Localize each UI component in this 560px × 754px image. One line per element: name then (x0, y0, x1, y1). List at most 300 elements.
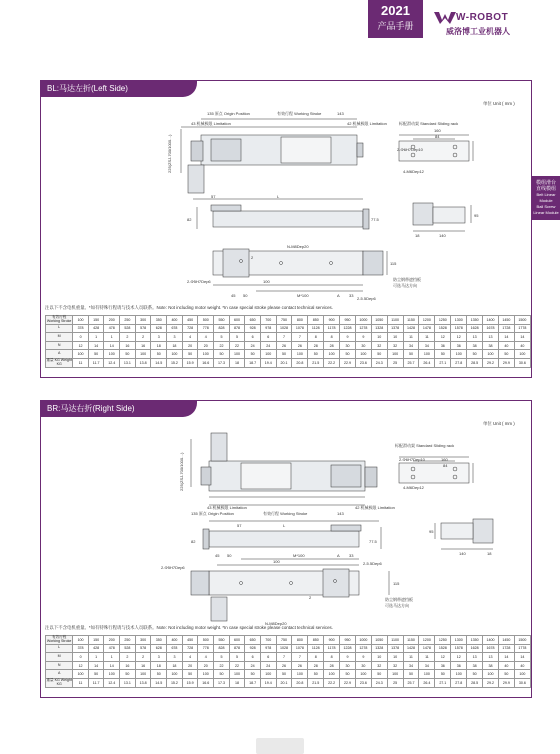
table-cell: 778 (198, 644, 214, 653)
technical-drawing (41, 101, 531, 313)
table-cell: 22.2 (324, 678, 340, 687)
table-cell: 15.2 (167, 358, 183, 367)
table-cell: 350 (151, 636, 167, 645)
row-header: A (46, 670, 73, 679)
table-cell: 1028 (276, 644, 292, 653)
table-cell: 21.5 (308, 678, 324, 687)
table-cell: 100 (451, 350, 467, 359)
table-cell: 1228 (340, 324, 356, 333)
table-cell: 34 (403, 341, 419, 350)
dim-82: 82 (191, 539, 196, 544)
table-cell: 36 (451, 341, 467, 350)
table-cell: 750 (276, 636, 292, 645)
table-cell: 650 (245, 636, 261, 645)
table-cell: 600 (229, 316, 244, 325)
table-cell: 27.1 (435, 678, 451, 687)
table-cell: 7 (292, 333, 308, 342)
table-row (46, 324, 531, 333)
table-cell: 478 (104, 644, 120, 653)
hole-spec-2: 4-M6Dep12 (403, 485, 424, 490)
table-cell: 5 (214, 653, 230, 662)
manual-label: 产品手册 (377, 21, 414, 31)
table-cell: 28.5 (467, 678, 483, 687)
table-row (46, 636, 531, 645)
dim-160: 160 (441, 457, 448, 462)
slot-spec: 2-5.5Dep6 (357, 296, 376, 301)
table-cell: 20 (182, 341, 198, 350)
table-cell: 20.8 (292, 678, 308, 687)
table-cell: 29.9 (498, 358, 514, 367)
table-cell: 628 (151, 324, 167, 333)
table-cell: 17.3 (214, 678, 230, 687)
table-cell: 26 (292, 661, 308, 670)
table-cell: 50 (340, 670, 356, 679)
table-cell: 50 (245, 670, 261, 679)
table-cell: 1378 (387, 644, 403, 653)
table-cell: 6 (260, 333, 276, 342)
dim-160: 160 (434, 128, 441, 133)
table-cell: 900 (324, 316, 340, 325)
table-row (46, 653, 531, 662)
table-cell: 1778 (514, 644, 530, 653)
table-cell: 30.6 (514, 678, 530, 687)
table-cell: 1150 (403, 316, 419, 325)
table-cell: 1350 (467, 636, 483, 645)
table-cell: 50 (245, 350, 261, 359)
table-cell: 100 (260, 350, 276, 359)
table-cell: 12 (451, 653, 467, 662)
table-cell: 5 (214, 333, 230, 342)
table-cell: 1000 (355, 316, 371, 325)
table-cell: 100 (324, 670, 340, 679)
table-cell: 18 (151, 341, 167, 350)
table-cell: 1678 (483, 324, 499, 333)
table-cell: 578 (135, 324, 151, 333)
table-cell: 428 (88, 324, 104, 333)
table-cell: 24.3 (371, 358, 387, 367)
table-cell: 928 (245, 324, 261, 333)
table-cell: 9 (355, 333, 371, 342)
dim-2: 2 (309, 595, 312, 600)
table-cell: 1278 (355, 644, 371, 653)
table-cell: 24 (245, 661, 261, 670)
table-cell: 26 (276, 661, 292, 670)
table-cell: 600 (229, 636, 244, 645)
table-cell: 16 (135, 341, 151, 350)
table-cell: 550 (214, 636, 230, 645)
dim-100: 100 (273, 559, 280, 564)
table-cell: 778 (198, 324, 214, 333)
table-cell: 1228 (340, 644, 356, 653)
table-cell: 828 (214, 644, 230, 653)
dim-L: L (277, 194, 280, 199)
table-cell: 26.4 (419, 358, 435, 367)
table-cell: 24 (260, 341, 276, 350)
dim-50: 50 (227, 553, 232, 558)
table-row (46, 333, 531, 342)
slot-spec: 2-5.5Dep6 (363, 561, 382, 566)
table-cell: 13.8 (135, 678, 151, 687)
table-cell: 50 (435, 670, 451, 679)
table-cell: 11.7 (88, 678, 104, 687)
table-cell: 28 (324, 661, 340, 670)
table-cell: 10 (371, 653, 387, 662)
table-cell: 0 (73, 333, 88, 342)
table-cell: 21.5 (308, 358, 324, 367)
table-cell: 29.9 (498, 678, 514, 687)
table-cell: 450 (182, 636, 198, 645)
table-cell: 1 (88, 333, 104, 342)
table-cell: 27.1 (435, 358, 451, 367)
table-cell: 4 (182, 653, 198, 662)
table-cell: 3 (167, 333, 183, 342)
table-cell: 4 (182, 333, 198, 342)
table-cell: 1150 (403, 636, 419, 645)
table-cell: 20.8 (292, 358, 308, 367)
table-cell: 25 (387, 358, 403, 367)
table-cell: 1400 (483, 316, 499, 325)
table-cell: 34 (419, 341, 435, 350)
table-cell: 32 (371, 341, 387, 350)
table-cell: 18 (229, 358, 244, 367)
table-cell: 1078 (292, 644, 308, 653)
table-cell: 23.6 (355, 678, 371, 687)
table-cell: 14 (498, 333, 514, 342)
table-cell: 14 (498, 653, 514, 662)
dim-95: 95 (429, 529, 434, 534)
unit-label: 单位 Unit ( mm ) (483, 101, 515, 106)
table-cell: 38 (483, 341, 499, 350)
table-cell: 16 (120, 341, 136, 350)
table-cell: 628 (151, 644, 167, 653)
table-cell: 100 (167, 670, 183, 679)
table-cell: 1628 (467, 324, 483, 333)
table-cell: 5 (229, 653, 244, 662)
table-cell: 14 (104, 341, 120, 350)
table-cell: 150 (88, 636, 104, 645)
table-cell: 3 (151, 653, 167, 662)
table-cell: 50 (182, 350, 198, 359)
table-cell: 1628 (467, 644, 483, 653)
table-cell: 1300 (451, 636, 467, 645)
table-cell: 100 (419, 670, 435, 679)
table-cell: 528 (120, 644, 136, 653)
table-cell: 100 (260, 670, 276, 679)
height-note: 225(ZSJ-700/1000…) (167, 134, 172, 173)
row-header: N (46, 661, 73, 670)
table-cell: 30.6 (514, 358, 530, 367)
row-header: L (46, 324, 73, 333)
table-cell: 3 (151, 333, 167, 342)
hole-spec-1: 2-Φ6H7Dep10 (397, 147, 423, 152)
table-cell: 828 (214, 324, 230, 333)
table-cell: 1728 (498, 324, 514, 333)
table-cell: 13 (483, 653, 499, 662)
year-label: 2021 (381, 3, 410, 18)
table-cell: 14 (88, 341, 104, 350)
table-cell: 50 (498, 670, 514, 679)
table-row (46, 341, 531, 350)
table-cell: 18 (151, 661, 167, 670)
table-cell: 1300 (451, 316, 467, 325)
dim-77-5: 77.5 (369, 539, 377, 544)
dim-stroke: 有效行程 Working Stroke (277, 111, 322, 116)
table-cell: 24 (245, 341, 261, 350)
table-row (46, 661, 531, 670)
table-cell: 23.6 (355, 358, 371, 367)
table-cell: 478 (104, 324, 120, 333)
table-cell: 1450 (498, 636, 514, 645)
pin-spec: 2-Φ5H7Dep6 (161, 565, 185, 570)
row-header: A (46, 350, 73, 359)
footnote: 注以下不含电机重量。*如有特殊行程请与技术人员联系。Note: Not including motor weight. *In case special stroke please contact technical services. (45, 625, 333, 630)
table-cell: 1578 (451, 644, 467, 653)
table-cell: 800 (292, 636, 308, 645)
table-cell: 1328 (371, 644, 387, 653)
table-cell: 20 (182, 661, 198, 670)
table-cell: 12 (435, 653, 451, 662)
table-cell: 11 (403, 333, 419, 342)
table-cell: 1250 (435, 316, 451, 325)
table-cell: 50 (403, 350, 419, 359)
table-cell: 100 (198, 670, 214, 679)
side-category-tab (532, 176, 560, 220)
table-cell: 10 (371, 333, 387, 342)
table-cell: 36 (435, 341, 451, 350)
dim-140: 140 (459, 551, 466, 556)
table-cell: 100 (514, 670, 530, 679)
table-cell: 7 (276, 653, 292, 662)
table-cell: 50 (498, 350, 514, 359)
cover-note: 防尘钢带遮挡板 (385, 597, 413, 602)
row-header: 重量 KG Weight KG (46, 357, 72, 366)
table-cell: 50 (120, 670, 136, 679)
table-cell: 1000 (355, 636, 371, 645)
table-cell: 17.3 (214, 358, 230, 367)
table-cell: 2 (120, 653, 136, 662)
dim-33: 33 (349, 293, 354, 298)
table-cell: 14 (514, 653, 530, 662)
table-cell: 50 (371, 350, 387, 359)
row-header: N (46, 341, 73, 350)
table-cell: 12.4 (104, 678, 120, 687)
table-cell: 100 (104, 670, 120, 679)
table-cell: 2 (120, 333, 136, 342)
table-cell: 22 (229, 661, 244, 670)
table-cell: 50 (371, 670, 387, 679)
table-cell: 16 (120, 661, 136, 670)
table-cell: 100 (167, 350, 183, 359)
table-cell: 50 (120, 350, 136, 359)
table-cell: 500 (198, 316, 214, 325)
table-cell: 100 (135, 670, 151, 679)
table-cell: 300 (135, 636, 151, 645)
table-cell: 11 (73, 358, 88, 367)
table-cell: 20.1 (276, 358, 292, 367)
table-cell: 1500 (514, 636, 530, 645)
table-cell: 25 (387, 678, 403, 687)
table-cell: 13.1 (120, 678, 136, 687)
table-cell: 50 (88, 350, 104, 359)
table-cell: 30 (355, 661, 371, 670)
table-cell: 20 (198, 661, 214, 670)
dim-143: 143 (337, 511, 344, 516)
table-cell: 40 (514, 661, 530, 670)
table-cell: 200 (104, 316, 120, 325)
table-cell: 26 (292, 341, 308, 350)
table-cell: 50 (308, 670, 324, 679)
table-cell: 400 (167, 636, 183, 645)
table-cell: 100 (451, 670, 467, 679)
table-cell: 34 (419, 661, 435, 670)
table-cell: 50 (214, 350, 230, 359)
row-header: M (46, 653, 73, 662)
section-title: BR:马达右折(Right Side) (41, 401, 197, 417)
table-cell: 15.9 (182, 678, 198, 687)
table-cell: 50 (467, 670, 483, 679)
table-cell: 250 (120, 316, 136, 325)
cover-note: 防尘钢带遮挡板 (393, 277, 421, 282)
table-cell: 27.8 (451, 678, 467, 687)
table-cell: 1400 (483, 636, 499, 645)
table-cell: 100 (324, 350, 340, 359)
table-cell: 12.4 (104, 358, 120, 367)
table-cell: 12 (73, 661, 88, 670)
table-row (46, 670, 531, 679)
table-cell: 8 (324, 653, 340, 662)
table-cell: 14.5 (151, 678, 167, 687)
table-cell: 550 (214, 316, 230, 325)
thread-spec: N-M8Dep20 (265, 621, 287, 626)
table-cell: 300 (135, 316, 151, 325)
table-cell: 28.5 (467, 358, 483, 367)
dim-stroke: 有效行程 Working Stroke (263, 511, 308, 516)
table-cell: 38 (467, 341, 483, 350)
table-cell: 50 (467, 350, 483, 359)
table-cell: 1578 (451, 324, 467, 333)
dim-50: 50 (243, 293, 248, 298)
table-cell: 20.1 (276, 678, 292, 687)
table-cell: 878 (229, 324, 244, 333)
table-cell: 29.2 (483, 678, 499, 687)
table-cell: 100 (198, 350, 214, 359)
table-cell: 1678 (483, 644, 499, 653)
table-cell: 528 (120, 324, 136, 333)
table-cell: 19.4 (260, 678, 276, 687)
table-cell: 50 (182, 670, 198, 679)
table-cell: 9 (355, 653, 371, 662)
table-cell: 200 (104, 636, 120, 645)
table-cell: 4 (198, 653, 214, 662)
table-cell: 30 (340, 661, 356, 670)
table-cell: 40 (498, 341, 514, 350)
table-cell: 15.2 (167, 678, 183, 687)
table-cell: 7 (276, 333, 292, 342)
table-cell: 10 (387, 653, 403, 662)
table-cell: 1050 (371, 316, 387, 325)
side-tab-line: 直线模组 (535, 186, 556, 192)
company-name: 威洛博工业机器人 (446, 27, 510, 36)
table-cell: 150 (88, 316, 104, 325)
table-cell: 100 (387, 670, 403, 679)
table-cell: 1178 (324, 644, 340, 653)
unit-label: 单位 Unit ( mm ) (483, 421, 515, 426)
table-cell: 978 (260, 324, 276, 333)
table-cell: 1100 (387, 636, 403, 645)
motor-note: 可选马达方向 (393, 283, 417, 288)
table-cell: 30 (340, 341, 356, 350)
table-cell: 1200 (419, 316, 435, 325)
table-cell: 928 (245, 644, 261, 653)
dim-2: 2 (251, 255, 254, 260)
table-cell: 9 (340, 333, 356, 342)
table-cell: 6 (245, 653, 261, 662)
dim-115: 115 (390, 261, 397, 266)
dim-limit-left: 43 机械极限 Limitation (207, 505, 247, 510)
brand-name: W-ROBOT (456, 12, 509, 23)
rack-label: 标配滑动架 Standard Sliding rack (395, 443, 455, 448)
table-cell: 7 (292, 653, 308, 662)
logo-mark-icon (434, 12, 456, 24)
table-cell: 11 (419, 653, 435, 662)
table-row (46, 316, 531, 325)
table-cell: 100 (73, 670, 88, 679)
table-cell: 26.4 (419, 678, 435, 687)
table-cell: 950 (340, 636, 356, 645)
dim-45: 45 (231, 293, 236, 298)
table-cell: 5 (229, 333, 244, 342)
table-cell: 4 (198, 333, 214, 342)
table-cell: 24.3 (371, 678, 387, 687)
dim-84: 84 (435, 134, 440, 139)
thread-spec: N-M8Dep20 (287, 244, 309, 249)
table-cell: 16.6 (198, 358, 214, 367)
table-cell: 38 (467, 661, 483, 670)
dim-82: 82 (187, 217, 192, 222)
table-cell: 8 (308, 653, 324, 662)
table-cell: 1428 (403, 324, 419, 333)
table-cell: 28 (324, 341, 340, 350)
table-cell: 40 (498, 661, 514, 670)
table-cell: 1 (104, 653, 120, 662)
table-row (46, 644, 531, 653)
table-cell: 700 (260, 636, 276, 645)
page-number-tab (256, 738, 304, 754)
table-cell: 50 (308, 350, 324, 359)
hole-spec-1: 2-Φ6H7Dep10 (399, 457, 425, 462)
table-cell: 850 (308, 316, 324, 325)
table-cell: 32 (387, 341, 403, 350)
table-cell: 50 (276, 350, 292, 359)
table-cell: 6 (260, 653, 276, 662)
table-cell: 50 (340, 350, 356, 359)
dim-limit-right: 42 机械极限 Limitation (347, 121, 387, 126)
table-cell: 11 (419, 333, 435, 342)
table-cell: 18 (167, 661, 183, 670)
table-cell: 50 (214, 670, 230, 679)
table-cell: 450 (182, 316, 198, 325)
table-cell: 1078 (292, 324, 308, 333)
table-cell: 728 (182, 324, 198, 333)
table-cell: 19.4 (260, 358, 276, 367)
hole-spec-2: 4-M6Dep12 (403, 169, 424, 174)
table-cell: 1200 (419, 636, 435, 645)
technical-drawing (41, 421, 531, 633)
table-cell: 1478 (419, 644, 435, 653)
table-cell: 700 (260, 316, 276, 325)
section-right-side (40, 400, 532, 698)
table-cell: 950 (340, 316, 356, 325)
